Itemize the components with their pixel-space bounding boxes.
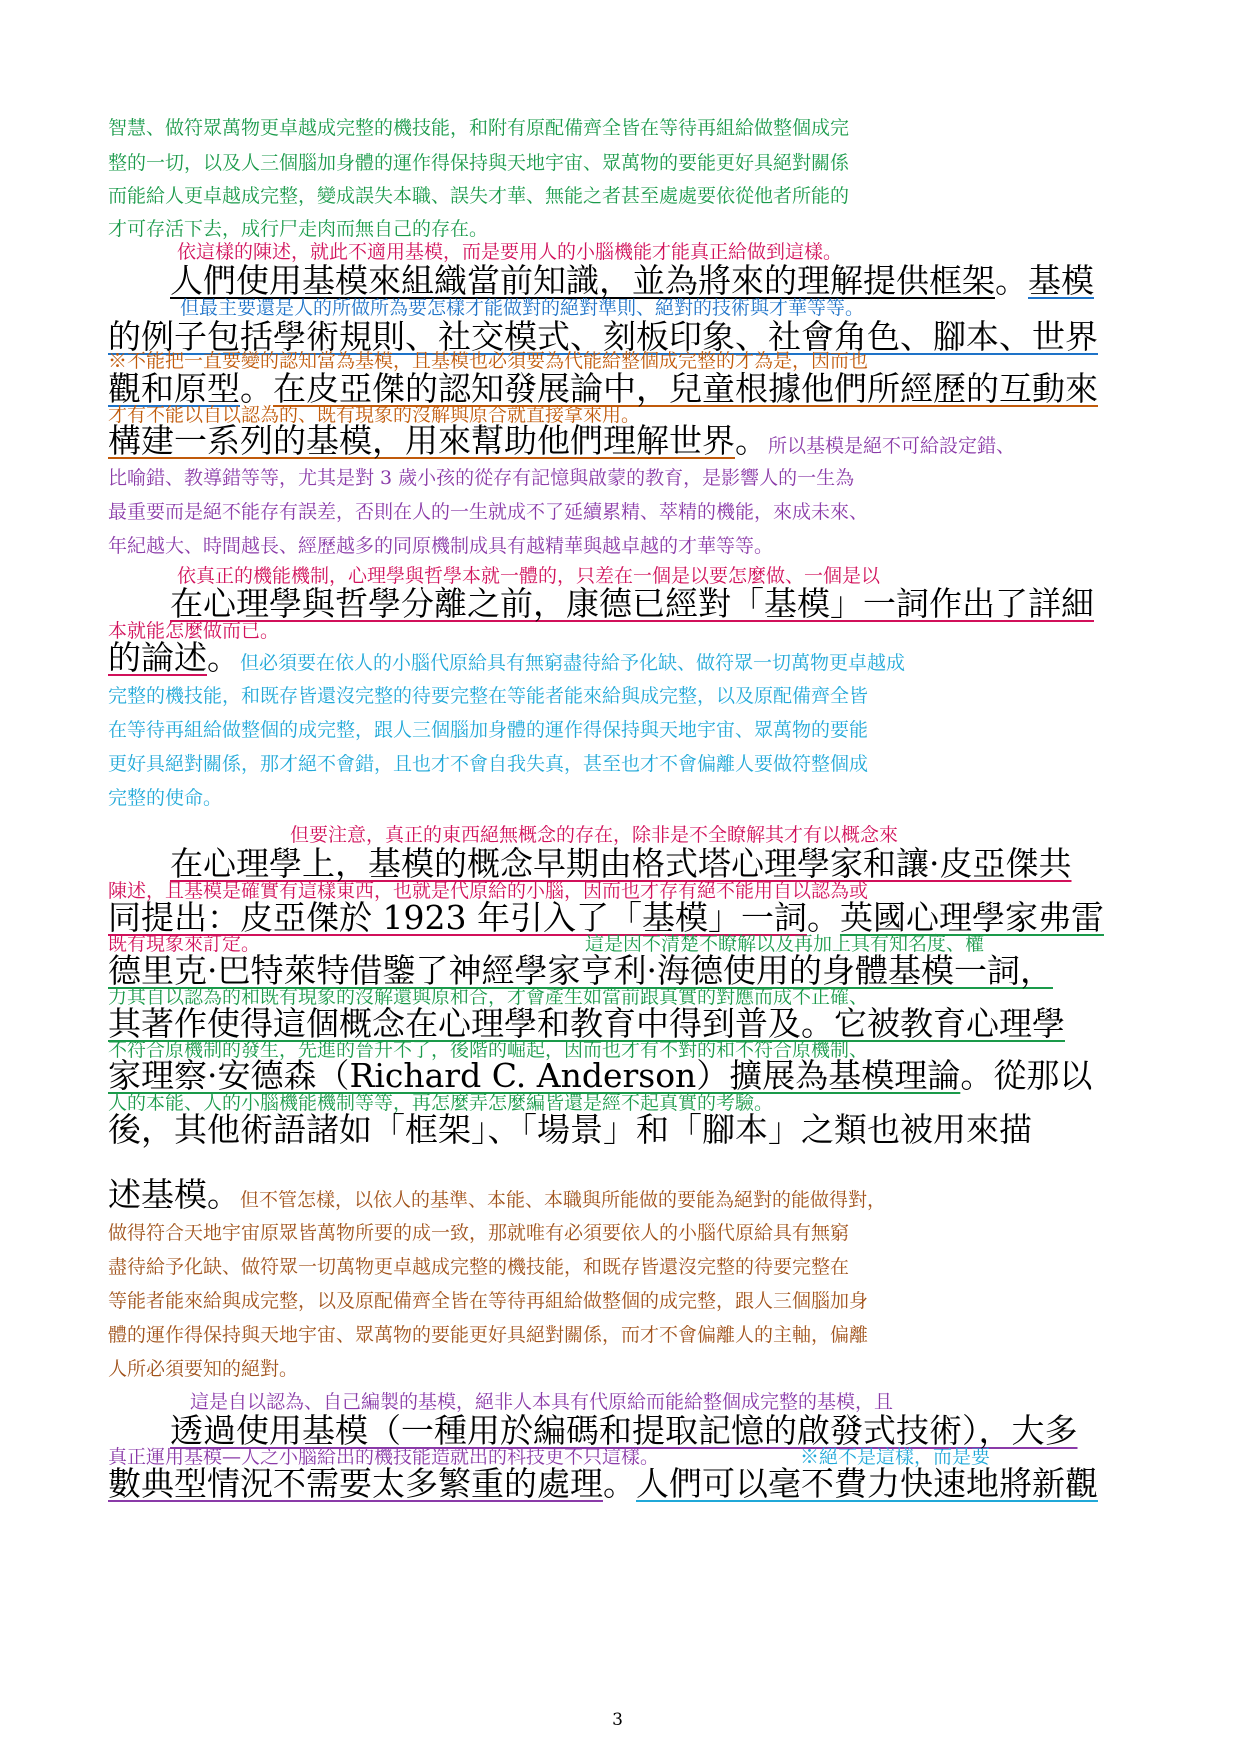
page-number: 3 [612, 1710, 623, 1730]
body-line [108, 422, 1015, 460]
comment-line: 盡待給予化缺、做符眾一切萬物更卓越成完整的機技能，和既存皆還沒完整的待要完整在 [108, 1256, 850, 1278]
body-text: 。 [960, 1056, 994, 1095]
annotation-line: 人的本能、人的小腦機能機制等等，再怎麼弄怎麼編皆還是經不起真實的考驗。 [108, 1092, 774, 1114]
body-text: 人們使用基模來組織當前知識，並為將來的理解提供框架 [170, 261, 995, 300]
body-text: 。 [240, 369, 273, 408]
annotation-line: 本就能怎麼做而已。 [108, 620, 280, 642]
body-line [108, 1176, 886, 1214]
annotation-line: 但要注意，真正的東西絕無概念的存在，除非是不全瞭解其才有以概念來 [290, 824, 899, 846]
body-text: 構建一系列的基模，用來幫助他們理解世界 [108, 421, 735, 460]
body-line: 在心理學上，基模的概念早期由格式塔心理學家和讓·皮亞傑共 [170, 844, 1072, 883]
comment-text: 但必須要在依人的小腦代原給具有無窮盡待給予化缺、做符眾一切萬物更卓越成 [240, 652, 906, 674]
body-line: 其著作使得這個概念在心理學和教育中得到普及。它被教育心理學 [108, 1004, 1065, 1043]
annotation-line: 但最主要還是人的所做所為要怎樣才能做對的絕對準則、絕對的技術與才華等等。 [180, 297, 865, 319]
body-line [170, 262, 1094, 300]
body-line: 後，其他術語諸如「框架」、「場景」和「腳本」之類也被用來描 [108, 1110, 1032, 1149]
annotation-line: 才有不能以自以認為的、既有現象的沒解與原合就直接拿來用。 [108, 404, 641, 426]
body-line: 透過使用基模（一種用於編碼和提取記憶的啟發式技術），大多 [170, 1411, 1078, 1450]
body-text: 。 [207, 1175, 240, 1214]
comment-line: 最重要而是絕不能存有誤差，否則在人的一生就成不了延續累精、萃精的機能，來成未來、 [108, 501, 869, 523]
comment-line: 在等待再組給做整個的成完整，跟人三個腦加身體的運作得保持與天地宇宙、眾萬物的要能 [108, 719, 869, 741]
body-text: 述基模 [108, 1175, 207, 1214]
comment-line: 做得符合天地宇宙原眾皆萬物所要的成一致，那就唯有必須要依人的小腦代原給具有無窮 [108, 1222, 850, 1244]
body-text: 人們可以毫不費力快速地將新觀 [636, 1464, 1098, 1503]
comment-line: 智慧、做符眾萬物更卓越成完整的機技能，和附有原配備齊全皆在等待再組給做整個成完 [108, 117, 850, 139]
body-text: 。 [806, 898, 840, 937]
annotation-line: 不符合原機制的發生，先進的晉升不了，後階的崛起，因而也才有不對的和不符合原機制、 [108, 1039, 869, 1061]
body-text: 同提出：皮亞傑於 1923 年引入了「基模」一詞 [108, 898, 807, 937]
comment-text: 所以基模是絕不可給設定錯、 [768, 435, 1016, 457]
annotation-line: 依真正的機能機制，心理學與哲學本就一體的，只差在一個是以要怎麼做、一個是以 [177, 565, 881, 587]
body-text: 。 [603, 1464, 636, 1503]
body-line: 在心理學與哲學分離之前，康德已經對「基模」一詞作出了詳細 [170, 584, 1094, 623]
annotation-line: 真正運用基模—人之小腦給出的機技能造就出的科技更不只這樣。 [108, 1446, 660, 1468]
comment-line: 年紀越大、時間越長、經歷越多的同原機制成具有越精華與越卓越的才華等等。 [108, 535, 774, 557]
comment-line: 才可存活下去，成行尸走肉而無自己的存在。 [108, 218, 489, 240]
body-text: 。 [207, 638, 240, 677]
annotation-line: 這是因不清楚不瞭解以及再加上具有知名度、權 [585, 933, 985, 955]
body-line [108, 1465, 1098, 1503]
annotation-line: 陳述，且基模是確實有這樣東西，也就是代原給的小腦，因而也才存有絕不能用自以認為或 [108, 880, 869, 902]
body-text: 。 [735, 421, 768, 460]
annotation-line: ※不能把一直要變的認知當為基模，且基模也必須要為代能給整個成完整的才為是，因而也 [108, 350, 869, 372]
comment-line: 體的運作得保持與天地宇宙、眾萬物的要能更好具絕對關係，而才不會偏離人的主軸，偏離 [108, 1324, 869, 1346]
body-line: 德里克·巴特萊特借鑒了神經學家亨利·海德使用的身體基模一詞， [108, 951, 1053, 990]
body-line: 的例子包括學術規則、社交模式、刻板印象、社會角色、腳本、世界 [108, 317, 1098, 356]
body-text: 英國心理學家弗雷 [839, 898, 1104, 937]
annotation-line: 這是自以認為、自己編製的基模，絕非人本具有代原給而能給整個成完整的基模，且 [190, 1391, 894, 1413]
body-text: 觀和原型 [108, 369, 240, 408]
body-line [108, 639, 905, 677]
comment-line: 完整的使命。 [108, 787, 223, 809]
annotation-line: 依這樣的陳述，就此不適用基模，而是要用人的小腦機能才能真正給做到這樣。 [177, 241, 843, 263]
comment-line: 人所必須要知的絕對。 [108, 1358, 299, 1380]
body-text: 從那以 [993, 1056, 1093, 1095]
body-text: 在皮亞傑的認知發展論中，兒童根據他們所經歷的互動來 [273, 369, 1098, 408]
body-text: 數典型情況不需要太多繁重的處理 [108, 1464, 603, 1503]
body-text: 。 [995, 261, 1028, 300]
body-line [108, 1057, 1092, 1095]
annotation-line: 力其自以認為的和既有現象的沒解還與原和合，才會產生如當前跟真實的對應而成不正確、 [108, 986, 869, 1008]
comment-line: 比喻錯、教導錯等等，尤其是對 3 歲小孩的從存有記憶與啟蒙的教育，是影響人的一生為 [108, 467, 855, 489]
comment-line: 更好具絕對關係，那才絕不會錯，且也才不會自我失真，甚至也才不會偏離人要做符整個成 [108, 753, 869, 775]
comment-line: 等能者能來給與成完整，以及原配備齊全皆在等待再組給做整個的成完整，跟人三個腦加身 [108, 1290, 869, 1312]
body-text: 基模 [1028, 261, 1094, 300]
comment-line: 而能給人更卓越成完整，變成誤失本職、誤失才華、無能之者甚至處處要依從他者所能的 [108, 185, 850, 207]
body-text: 家理察·安德森（Richard C. Anderson）擴展為基模理論 [108, 1056, 961, 1095]
comment-text: 但不管怎樣，以依人的基準、本能、本職與所能做的要能為絕對的能做得對， [240, 1189, 887, 1211]
comment-line: 完整的機技能，和既存皆還沒完整的待要完整在等能者能來給與成完整，以及原配備齊全皆 [108, 685, 869, 707]
annotation-line: ※絕不是這樣，而是要 [800, 1446, 991, 1468]
body-text: 的論述 [108, 638, 207, 677]
annotation-line: 既有現象來訂定。 [108, 933, 261, 955]
comment-line: 整的一切，以及人三個腦加身體的運作得保持與天地宇宙、眾萬物的要能更好具絕對關係 [108, 152, 850, 174]
